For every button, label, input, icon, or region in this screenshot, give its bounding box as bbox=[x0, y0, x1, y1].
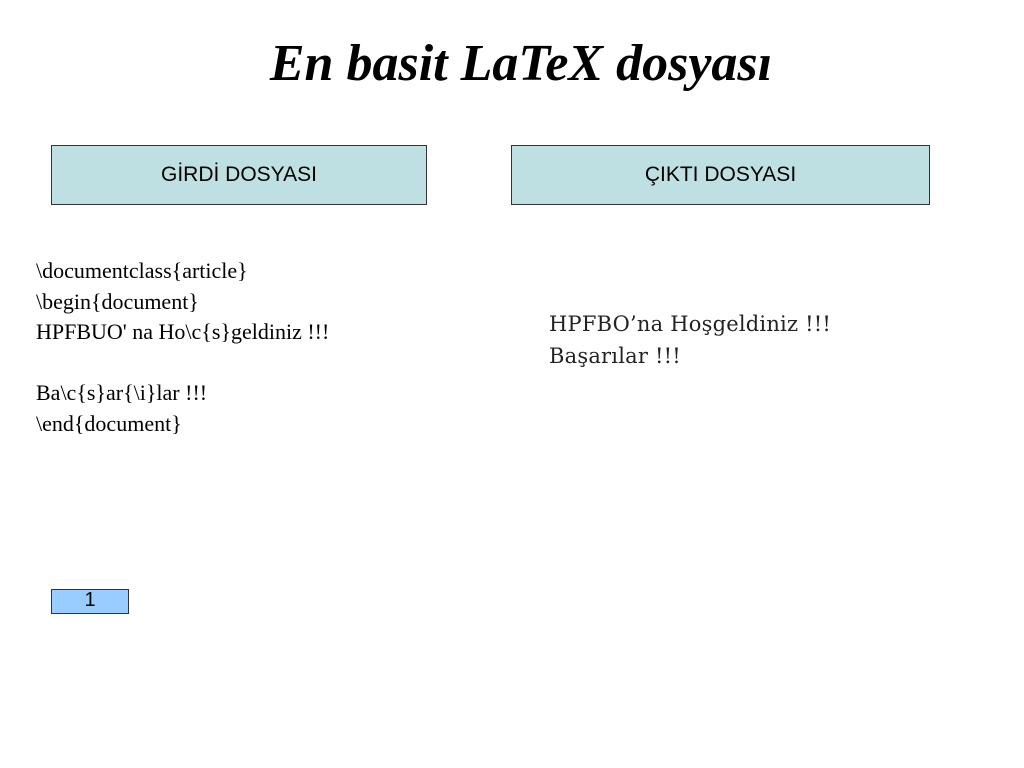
input-file-header-label: GİRDİ DOSYASI bbox=[161, 163, 317, 186]
output-file-header-label: ÇIKTI DOSYASI bbox=[644, 163, 797, 186]
source-line: HPFBUO' na Ho\c{s}geldiniz !!! bbox=[36, 319, 330, 344]
source-line: \documentclass{article} bbox=[36, 258, 248, 283]
output-file-header bbox=[511, 145, 930, 205]
slide-title: En basit LaTeX dosyası bbox=[269, 35, 773, 92]
source-line: \end{document} bbox=[36, 410, 182, 436]
output-line: HPFBO’na Hoşgeldiniz !!! bbox=[549, 312, 832, 336]
output-line: Başarılar !!! bbox=[549, 344, 681, 368]
latex-source-code bbox=[36, 256, 329, 439]
source-line: \begin{document} bbox=[36, 288, 199, 314]
rendered-output bbox=[549, 308, 831, 372]
input-file-header bbox=[51, 145, 427, 205]
source-line: Ba\c{s}ar{\i}lar !!! bbox=[36, 380, 208, 405]
page-number: 1 bbox=[51, 589, 129, 614]
source-line bbox=[36, 348, 329, 379]
